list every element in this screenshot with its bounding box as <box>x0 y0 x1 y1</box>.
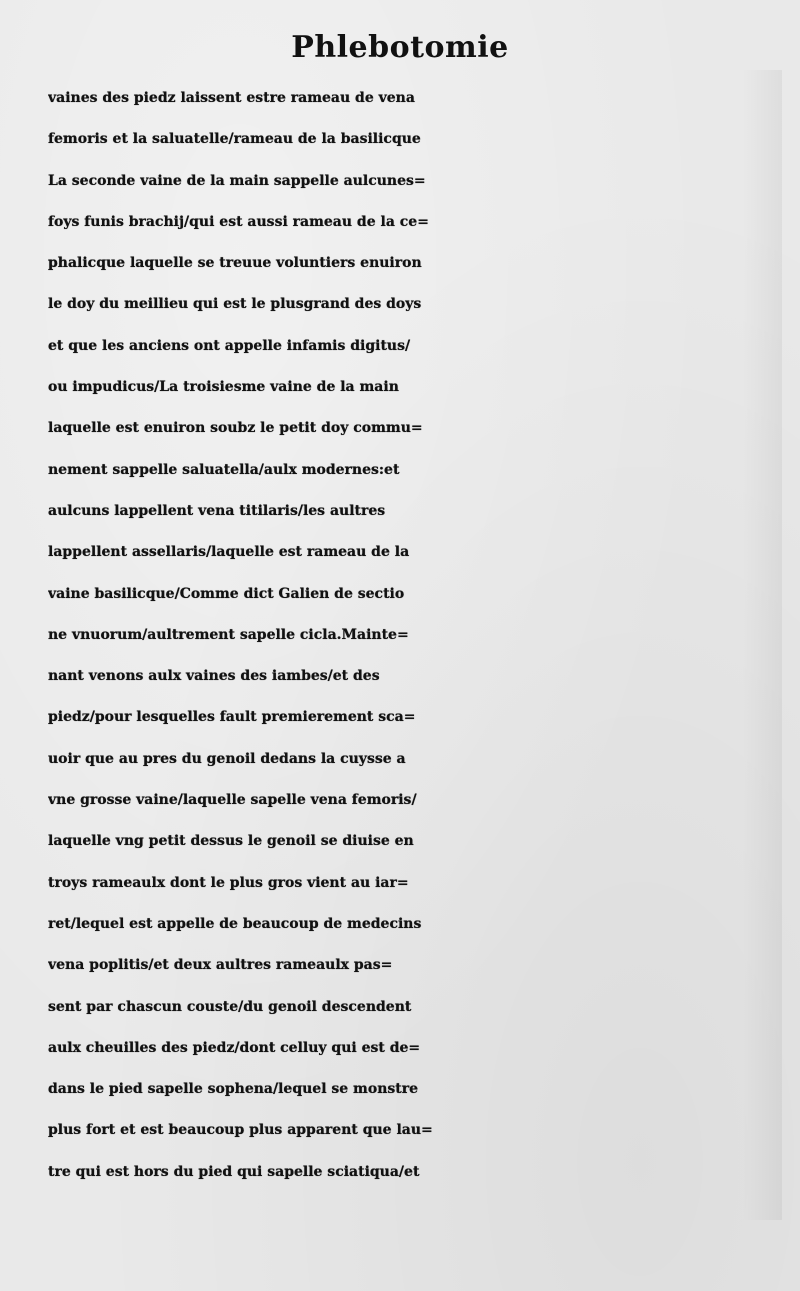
text-line: aulcuns lappellent vena titilaris/les aultres <box>48 502 386 519</box>
text-block <box>48 78 768 1193</box>
text-line: plus fort et est beaucoup plus apparent que lau= <box>48 1122 433 1139</box>
text-line: tre qui est hors du pied qui sapelle sciatiqua/et <box>48 1163 420 1180</box>
text-line: ret/lequel est appelle de beaucoup de medecins <box>48 915 422 932</box>
text-line: vne grosse vaine/laquelle sapelle vena femoris/ <box>48 792 417 809</box>
text-line: lappellent assellaris/laquelle est rameau de la <box>48 544 410 561</box>
running-header: Phlebotomie <box>291 30 509 65</box>
text-line: femoris et la saluatelle/rameau de la basilicque <box>48 131 421 148</box>
text-line: vena poplitis/et deux aultres rameaulx pas= <box>48 957 393 974</box>
text-line: laquelle vng petit dessus le genoil se diuise en <box>48 833 414 850</box>
text-line: et que les anciens ont appelle infamis digitus/ <box>48 337 411 354</box>
text-line: nant venons aulx vaines des iambes/et des <box>48 668 380 685</box>
text-line: ou impudicus/La troisiesme vaine de la main <box>48 379 399 396</box>
text-line: phalicque laquelle se treuue voluntiers enuiron <box>48 255 422 272</box>
text-line: aulx cheuilles des piedz/dont celluy qui est de= <box>48 1039 421 1056</box>
text-line: laquelle est enuiron soubz le petit doy commu= <box>48 420 423 437</box>
text-line: foys funis brachij/qui est aussi rameau de la ce= <box>48 213 429 230</box>
text-line: le doy du meillieu qui est le plusgrand des doys <box>48 296 422 313</box>
text-line: vaine basilicque/Comme dict Galien de sectio <box>48 585 405 602</box>
text-line: nement sappelle saluatella/aulx modernes:et <box>48 461 400 478</box>
text-line: vaines des piedz laissent estre rameau de vena <box>48 90 415 106</box>
text-line: dans le pied sapelle sophena/lequel se monstre <box>48 1081 419 1098</box>
text-line: La seconde vaine de la main sappelle aulcunes= <box>48 172 426 189</box>
text-line: sent par chascun couste/du genoil descendent <box>48 998 412 1015</box>
text-line: troys rameaulx dont le plus gros vient au iar= <box>48 874 409 891</box>
text-line: ne vnuorum/aultrement sapelle cicla.Mainte= <box>48 626 409 643</box>
text-line: piedz/pour lesquelles fault premierement sca= <box>48 709 416 726</box>
text-line: uoir que au pres du genoil dedans la cuysse a <box>48 750 406 767</box>
